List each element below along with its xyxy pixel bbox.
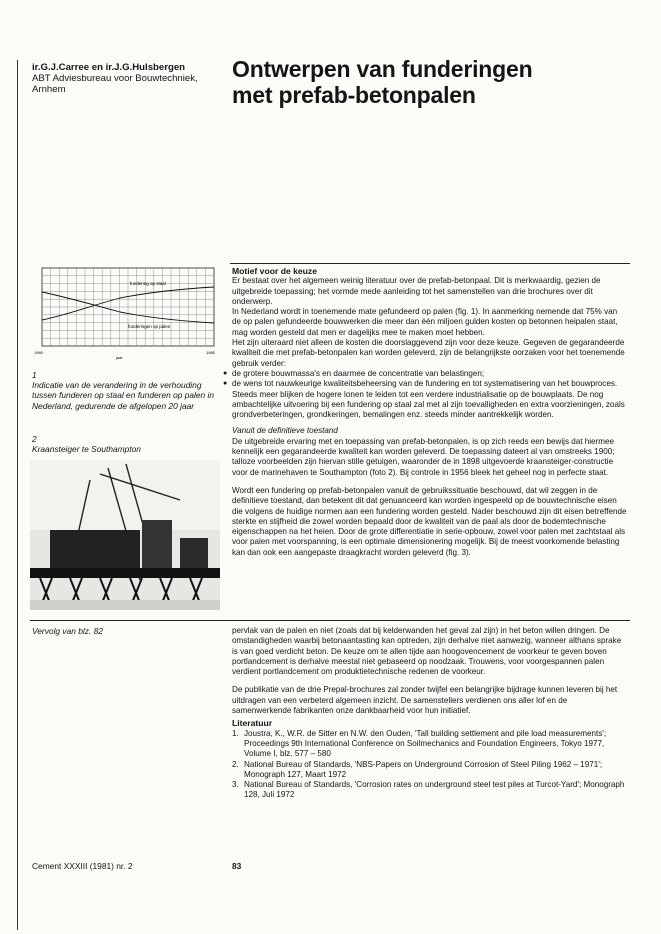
literature-heading: Literatuur [232,718,273,729]
reference-item [232,729,628,760]
paragraph-5: De uitgebreide ervaring met en toepassing van prefab-betonpalen, is op zich reeds een bewijs dat hiermee kennelijk een gegarandeerde kwaliteit kan worden geleverd. De toepassing dateert al van omstreeks 1900; talloze voorbeelden zijn hiervan stille getuigen, waaronder de in 1898 uitgevoerde kraansteiger-constructie voor de marinehaven te Southampton (foto 2). Bij controle in 1956 bleek het geheel nog in perfecte staat. [232,436,615,477]
reference-number: 2. [232,759,239,769]
paragraph-4: Steeds meer blijken de hogere lonen te leiden tot een verdere industrialisatie op de bouwplaats. De nog ambachtelijke uitvoering bij een fundering op staal zal met al zijn toevalligheden en extra voorzieningen, zoals grondverbeteringen, grondkeringen, bemalingen enz. steeds minder aantrekkelijk worden. [232,389,625,420]
reference-text: National Bureau of Standards, 'Corrosion rates on underground steel test piles at Turcot-Yard'; Monograph 128, Juli 1972 [244,780,625,800]
main-article-column [232,266,628,558]
section-divider [30,620,630,621]
reference-number: 3. [232,780,239,790]
paragraph-1: Er bestaat over het algemeen weinig literatuur over de prefab-betonpaal. Dit is merkwaardig, gezien de uitgebreide toepassing; het vormde mede aanleiding tot het samenstellen van drie brochures over dit onderwerp. [232,276,601,306]
reference-item [232,780,628,801]
paragraph-2: In Nederland wordt in toenemende mate gefundeerd op palen (fig. 1). In aanmerking nemende dat 75% van de op palen gefundeerde bouwwerken die meer dan één miljoen gulden kosten op betonnen heipalen staat, mag worden gesteld dat men er dagelijks mee te maken moet hebben. [232,307,618,337]
figure-1-caption [32,370,222,411]
journal-footer: Cement XXXIII (1981) nr. 2 [32,861,133,871]
title-line-2: met prefab-betonpalen [232,82,476,108]
figure-2-number: 2 [32,434,37,444]
reference-text: National Bureau of Standards, 'NBS-Papers on Underground Corrosion of Steel Piling 1962 – 1971'; Monograph 127, Maart 1972 [244,759,603,779]
title-line-1: Ontwerpen van funderingen [232,56,533,82]
author-names: ir.G.J.Carree en ir.J.G.Hulsbergen [32,62,186,73]
x-end: 1980 [206,350,215,355]
label-staal: fundering op staal [130,281,166,286]
figure-1-graph [30,262,220,362]
figure-2-caption-text: Kraansteiger te Southampton [32,444,141,455]
bullet-item: ● de wens tot nauwkeurige kwaliteitsbeheersing van de fundering en tot systematisering van het bouwproces. [232,379,628,389]
section-heading: Motief voor de keuze [232,266,317,276]
continuation-label: Vervolg van blz. 82 [32,626,103,636]
reference-text: Joustra, K., W.R. de Sitter en N.W. den Ouden, 'Tall building settlement and pile load measurements'; Proceedings 9th International Conference on Soilmechanics and Foundation Engineers, Tokyo 1977, Volume I, blz. 577 – 580 [244,728,607,759]
affiliation: ABT Adviesbureau voor Bouwtechniek, [32,73,198,84]
continuation-paragraph-2: De publikatie van de drie Prepal-brochures zal zonder twijfel een belangrijke bijdrage kunnen leveren bij het uitdragen van een verbeterd algemeen inzicht. De samenstellers verdienen ons aller lof en de samenwerkende fabrikanten onze dankbaarheid voor hun initiatief. [232,685,618,716]
figure-2-caption [32,434,222,454]
figure-1-number: 1 [32,370,37,380]
figure-1-caption-text: Indicatie van de verandering in de verhouding tussen funderen op staal en funderen op palen in Nederland, gedurende de afgelopen 20 jaar [32,380,215,411]
figure-2-photo [30,460,220,610]
continuation-column [232,626,628,801]
paragraph-6: Wordt een fundering op prefab-betonpalen vanuit de gebruikssituatie beschouwd, dat wil zeggen in de definitieve toestand, dan betekent dit dat genuanceerd kan worden ingespeeld op de bouwtechnische eisen die volgens de huidige normen aan een fundering worden gesteld. Nader beschouwd zijn dit eisen betreffende sterkte en stijfheid die zowel worden bepaald door de kwaliteit van de paal als door de bodemtechnische eigenschappen na het heien. Door de grote differentiatie in serie-opbouw, zowel voor palen met zachtstaal als voor palen met voorspanning, is een optimale dimensionering mogelijk. Bij de meest voorkomende belasting kan dan ook een aangepaste draagkracht worden geleverd (fig. 3). [232,485,627,557]
section-rule [230,263,630,264]
bullet-item: ● de grotere bouwmassa's en daarmee de concentratie van belastingen; [232,369,628,379]
reference-number: 1. [232,728,239,738]
margin-rule [17,60,18,930]
paragraph-3: Het zijn uiteraard niet alleen de kosten die doorslaggevend zijn voor deze keuze. Gegeven de gegarandeerde kwaliteit die met prefab-betonpalen kan worden geleverd, zijn de belangrijkste oorzaken voor het toenemende gebruik verder: [232,338,625,368]
x-start: 1960 [34,350,43,355]
affiliation-city: Arnhem [32,84,66,95]
label-palen: funderingen op palen [128,324,171,329]
article-title [232,56,632,108]
author-block [32,62,217,95]
subheading: Vanuit de definitieve toestand [232,426,338,436]
page-number: 83 [232,861,242,871]
x-unit: jaar [116,355,123,360]
reference-item [232,760,628,781]
continuation-paragraph-1: pervlak van de palen en niet (zoals dat bij kelderwanden het geval zal zijn) in het beton willen dringen. De omstandigheden waarbij betonaantasting kan optreden, zijn derhalve niet aanwezig, wanneer althans sprake is van goed verdicht beton. De keuze om te allen tijde aan hoogovencement de voorkeur te geven boven portlandcement is derhalve meestal niet gebaseerd op noodzaak. Trouwens, voor voorgespannen palen verdient portlandcement om produktietechnische redenen de voorkeur. [232,626,622,677]
